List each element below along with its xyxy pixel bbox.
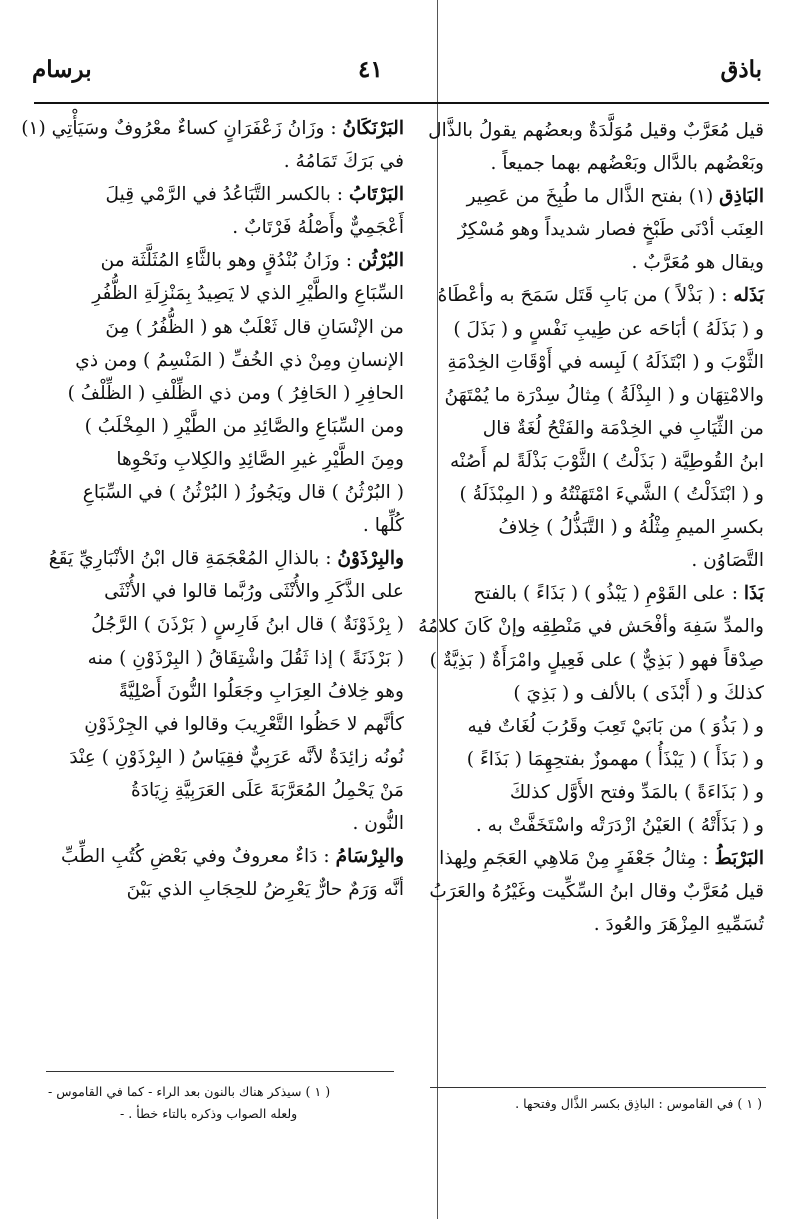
entry-text: : بالذالِ المُعْجَمَةِ قال ابْنُ الأنْبَارِيِّ يَقَعُ — [48, 548, 338, 570]
entry-text: في بَرَكَ تَمَامُهُ . — [283, 151, 404, 173]
entry-text: و ( بَذَأَتْهُ ) العَيْنُ ازْدَرَتْه واسْتَخَفَّتْ به . — [475, 814, 764, 836]
entry-text: ومن السِّبَاعِ والصَّائِدِ من الطَّيْرِ ( المِخْلَبُ ) — [84, 415, 404, 437]
text-line — [382, 246, 764, 279]
text-line — [42, 741, 404, 774]
entry-text: و ( بَذُوَ ) من بَابَيْ تَعِبَ وقَرُبَ لُغَاتٌ فيه — [467, 715, 764, 737]
text-line — [382, 114, 764, 147]
entry-text: نُونُه زائِدَةٌ لأنَّه عَرَبِيٌّ فقِيَاسُ ( البِرْذَوْنِ ) عِنْدَ — [69, 746, 404, 768]
entry-headword: البَرْتَابُ — [348, 184, 404, 206]
text-line — [42, 807, 404, 840]
text-line — [42, 708, 404, 741]
entry-text: قيل مُعَرَّبٌ وقال ابنُ السِّكِّيت وغَيْرُهُ والعَرَبُ — [429, 881, 764, 903]
entry-text: : دَاءٌ معروفٌ وفي بَعْضِ كُتُبِ الطِّبِّ — [60, 846, 336, 868]
entry-headword: البَاذِق — [719, 186, 764, 208]
text-line — [42, 178, 404, 211]
header-keyword-left: برسام — [32, 56, 92, 83]
footnote-left-line-1: ( ١ ) سيذكر هناك بالنون بعد الراء - كما في القاموس - — [48, 1084, 331, 1099]
entry-text: بكسرِ الميمِ مِثْلُهُ و ( التَّبَذُّلُ ) خِلافُ — [498, 517, 764, 539]
text-line — [42, 873, 404, 906]
entry-text: ( البُرْثُنُ ) قال ويَجُوزُ ( البُرْثُنُ ) في السِّبَاعِ — [82, 482, 404, 504]
text-line — [382, 445, 764, 478]
text-line — [42, 608, 404, 641]
header-rule — [34, 102, 769, 104]
text-line — [21, 112, 404, 145]
entry-text: الثَّوْبَ و ( ابْتَذَلَهُ ) لَبِسه في أَوْقَاتِ الخِدْمَةِ — [447, 351, 764, 373]
text-line — [382, 147, 764, 180]
text-line — [382, 412, 764, 445]
text-line — [382, 710, 764, 743]
text-line — [382, 875, 764, 908]
entry-text: الحافِرِ ( الحَافِرُ ) ومن ذي الظِّلْفِ ( الظِّلْفُ ) — [67, 382, 404, 404]
entry-text: والامْتِهَان و ( البِذْلَةُ ) مِثالُ سِدْرَة ما يُمْتَهَنُ — [444, 384, 764, 406]
entry-headword: بَذَا — [743, 583, 764, 605]
text-line — [42, 443, 404, 476]
entry-text: ومِنَ الطَّيْرِ غيرِ الصَّائِدِ والكِلابِ ونَحْوِها — [116, 448, 404, 470]
text-line — [42, 509, 404, 542]
text-line — [382, 180, 764, 213]
entry-text: الإنسانِ ومِنْ ذي الخُفِّ ( المَنْسِمُ ) ومن ذي — [75, 349, 404, 371]
header-keyword-right: باذق — [720, 56, 762, 83]
entry-text: كأنَّهم لا حَظُوا التَّعْرِيبَ وقالوا في الجِرْذَوْنِ — [84, 713, 404, 735]
text-line — [382, 610, 764, 643]
entry-text: (١) بفتح الذَّال ما طُبِخَ من عَصِير — [466, 186, 720, 208]
entry-text: وهو خِلافُ العِرَابِ وجَعَلُوا النُّونَ أَصْلِيَّةً — [118, 680, 404, 702]
text-line — [42, 410, 404, 443]
text-line — [382, 478, 764, 511]
entry-headword: البَرْبَطُ — [714, 848, 764, 870]
entry-text: : بالكسر التَّبَاعُدُ في الرَّمْي قِيلَ — [105, 184, 349, 206]
text-line — [382, 908, 764, 941]
entry-text: كُلِّها . — [362, 515, 404, 537]
entry-text: من الإنْسَانِ قال ثَعْلَبٌ هو ( الظُّفُرُ ) مِنَ — [105, 316, 404, 338]
text-line — [382, 776, 764, 809]
text-line — [42, 542, 404, 575]
text-line — [42, 277, 404, 310]
text-line — [42, 675, 404, 708]
text-line — [382, 809, 764, 842]
entry-text: ويقال هو مُعَرَّبٌ . — [631, 252, 764, 274]
text-line — [42, 311, 404, 344]
entry-text: والمدِّ سَفِهَ وأفْحَش في مَنْطِقِه وإنْ كَانَ كلامُهُ — [418, 616, 764, 638]
entry-text: أنَّه وَرَمٌ حارٌّ يَعْرِضُ للحِجَابِ الذي بَيْنَ — [126, 879, 404, 901]
entry-text: وبَعْضُهم بالدَّال وبَعْضُهم بهما جميعاً . — [490, 153, 764, 175]
page-number: ٤١ — [358, 56, 383, 83]
entry-text: و ( بَذَلَهُ ) أبَاحَه عن طِيبِ نَفْسٍ و ( بَذَلَ ) — [453, 318, 764, 340]
text-line — [382, 544, 764, 577]
running-header — [28, 56, 768, 96]
entry-headword: البُرْثُن — [357, 250, 404, 272]
entry-text: النُّون . — [352, 812, 404, 834]
entry-headword: والبِرْسَامُ — [335, 846, 404, 868]
entry-text: صِدْقاً فهو ( بَذِيٌّ ) على فَعِيلٍ وامْرَأَةٌ ( بَذِيَّةٌ ) — [429, 649, 764, 671]
entry-text: من الثِّيَابِ في الخِدْمَة والفَتْحُ لُغَةٌ قال — [482, 417, 764, 439]
text-line — [382, 313, 764, 346]
entry-text: : على القَوْمِ ( يَبْذُو ) ( بَذَاءً ) بالفتح — [473, 583, 744, 605]
entry-text: كذلكَ و ( أَبْذَى ) بالألف و ( بَذِيَ ) — [513, 682, 764, 704]
text-line — [42, 774, 404, 807]
entry-text: : مِثالُ جَعْفَرٍ مِنْ مَلاهِي العَجَمِ ولِهذا — [439, 848, 715, 870]
footnote-rule-right — [430, 1087, 766, 1088]
right-text-column — [382, 114, 764, 941]
text-line — [382, 743, 764, 776]
text-line — [42, 377, 404, 410]
entry-headword: بَذَله — [733, 285, 764, 307]
entry-text: العِنَب أدْنَى طَبْخٍ فصار شديداً وهو مُسْكِرٌ — [457, 219, 764, 241]
entry-text: على الذَّكَرِ والأُنْثَى ورُبَّما قالوا في الأُنْثَى — [104, 581, 404, 603]
text-line — [42, 642, 404, 675]
text-line — [42, 840, 404, 873]
entry-headword: والبِرْذَوْنُ — [337, 548, 404, 570]
text-line — [382, 644, 764, 677]
entry-text: تُسَمِّيهِ المِزْهَرَ والعُودَ . — [593, 914, 764, 936]
text-line — [42, 211, 404, 244]
footnote-rule-left — [46, 1071, 394, 1072]
text-line — [42, 344, 404, 377]
entry-text: و ( بَذَأَ ) ( يَبْذَأُ ) مهموزٌ بفتحِهِمَا ( بَذَاءً ) — [466, 748, 764, 770]
text-line — [382, 577, 764, 610]
entry-text: : ( بَذْلاً ) من بَابِ قَتَل سَمَحَ به وأعْطَاهُ — [437, 285, 734, 307]
text-line — [382, 677, 764, 710]
text-line — [382, 842, 764, 875]
footnote-right: ( ١ ) في القاموس : الباذِق بكسر الذَّال وفتحها . — [515, 1096, 762, 1111]
entry-text: ( بِرْذَوْنَةٌ ) قال ابنُ فَارِسٍ ( بَرْذَنَ ) الرَّجُلُ — [91, 614, 404, 636]
text-line — [382, 279, 764, 312]
entry-text: السِّبَاعِ والطَّيْرِ الذي لا يَصِيدُ بِمَنْزِلَةِ الظُّفُرِ — [92, 283, 404, 305]
entry-text: ( بَرْذَنَةً ) إذا ثَقُلَ واشْتِقَاقُ ( البِرْذَوْنِ ) منه — [87, 647, 404, 669]
entry-text: التَّصَاوُن . — [691, 550, 764, 572]
entry-text: : وزَانُ زَعْفَرَانٍ كساءٌ معْرُوفٌ وسَيَأْتِي (١) — [21, 118, 343, 139]
text-line — [382, 213, 764, 246]
text-line — [42, 244, 404, 277]
entry-text: : وزَانُ بُنْدُقٍ وهو بالثَّاءِ المُثَلَّثَة من — [100, 250, 358, 272]
text-line — [382, 511, 764, 544]
text-line — [382, 346, 764, 379]
entry-text: قيل مُعَرَّبٌ وقيل مُوَلَّدَةٌ وبعضُهم يقولُ بالذَّال — [428, 120, 764, 141]
text-line — [382, 379, 764, 412]
text-line — [42, 145, 404, 178]
entry-text: و ( ابْتَذَلْتُ ) الشَّيءَ امْتَهَنْتُهُ و ( المِبْذَلَةُ ) — [459, 484, 764, 506]
entry-text: ابنُ القُوطِيَّة ( بَذَلْتُ ) الثَّوْبَ بَذْلَةً لم أَصُنْه — [449, 450, 764, 472]
left-text-column — [21, 112, 404, 906]
text-line — [42, 575, 404, 608]
entry-headword: البَرْنَكَانُ — [342, 118, 404, 139]
text-line — [42, 476, 404, 509]
entry-text: مَنْ يَحْمِلُ المُعَرَّبَةَ عَلَى العَرَبِيَّةِ زِيَادَةُ — [130, 779, 404, 801]
entry-text: أَعْجَمِيٌّ وأَصْلُهُ فَرْتَابٌ . — [232, 217, 404, 239]
entry-text: و ( بَذَاءَةً ) بالمَدِّ وفتح الأَوَّل كذلكَ — [509, 781, 764, 803]
footnote-left-line-2: ولعله الصواب وذكره بالتاء خطأ . - — [120, 1106, 298, 1121]
